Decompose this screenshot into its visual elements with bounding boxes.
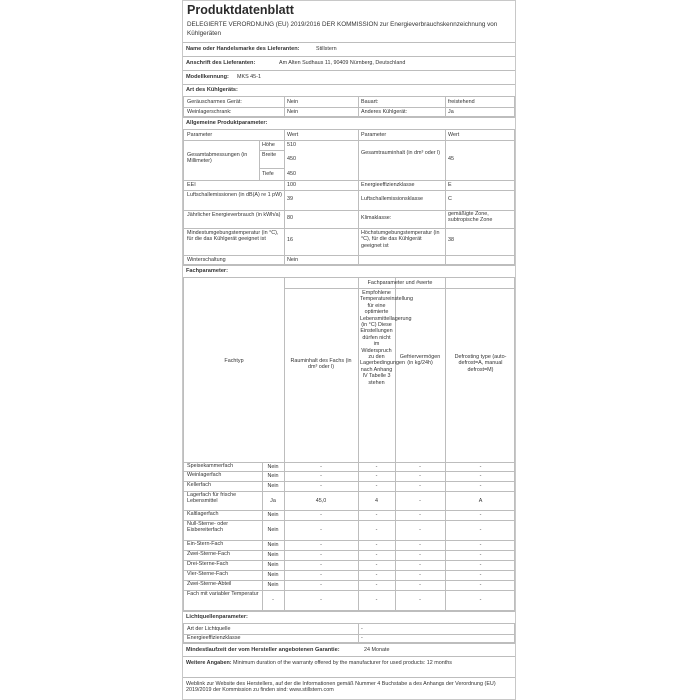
warranty-label: Mindestlaufzeit der vom Hersteller angebotenen Garantie: (186, 647, 340, 653)
compartment-volume: - (320, 582, 322, 588)
compartment-present: Nein (267, 572, 279, 578)
eei-value: 100 (287, 182, 296, 188)
value-col-header: Wert (287, 132, 299, 138)
compartment-name: Speisekammerfach (187, 463, 234, 469)
compartment-present: Nein (267, 527, 279, 533)
compartment-volume: - (320, 473, 322, 479)
compartment-defrost: - (479, 582, 482, 588)
compartment-name: Null-Sterne- oder Eisbereiterfach (187, 521, 229, 534)
compartment-volume: - (320, 542, 322, 548)
volume-value: 45 (448, 156, 454, 162)
compartment-defrost: - (479, 473, 482, 479)
height-value: 510 (287, 142, 296, 148)
supplier-label: Name oder Handelsmarke des Lieferanten: (186, 46, 300, 52)
light-heading: Lichtquellenparameter: (186, 614, 248, 620)
annual-label: Jährlicher Energieverbrauch (in kWh/a) (187, 212, 281, 218)
warranty-value: 24 Monate (364, 647, 390, 653)
compartment-defrost: - (479, 572, 482, 578)
model-row (183, 70, 515, 84)
quiet-label: Geräuscharmes Gerät: (187, 99, 242, 105)
compartment-temp: - (375, 562, 378, 568)
quiet-value: Nein (287, 99, 299, 105)
compartment-group-header: Fachparameter und #werte (367, 280, 433, 286)
energy-class-value: E (448, 182, 452, 188)
light-class-value: - (361, 635, 363, 641)
supplier-value: Stillstern (316, 46, 337, 52)
climate-value: gemäßigte Zone, subtropische Zone (448, 211, 493, 224)
compartment-defrost: - (479, 597, 482, 603)
other-label: Anderes Kühlgerät: (361, 109, 408, 115)
compartment-volume: - (320, 562, 322, 568)
compartment-defrost-header: Defrosting type (auto-defrost=A, manual defrost=M) (454, 354, 507, 373)
climate-label: Klimaklasse: (361, 215, 392, 221)
compartments-table (183, 277, 515, 611)
compartment-freeze: - (419, 572, 421, 578)
compartment-defrost: - (479, 552, 482, 558)
further-text (186, 660, 506, 666)
compartment-volume: - (320, 572, 322, 578)
compartment-temp: 4 (375, 497, 378, 504)
depth-value: 450 (287, 171, 296, 177)
light-heading-row (183, 611, 515, 623)
min-temp-value: 16 (287, 237, 293, 243)
compartment-defrost: - (479, 542, 482, 548)
compartment-name: Vier-Sterne-Fach (187, 571, 228, 577)
compartment-temp: - (375, 552, 378, 558)
compartment-freeze: - (419, 552, 421, 558)
product-data-sheet (182, 0, 516, 700)
address-row (183, 56, 515, 70)
compartment-freeze: - (419, 597, 421, 603)
compartment-volume: - (320, 464, 322, 470)
wine-label: Weinlagerschrank: (187, 109, 232, 115)
compartment-defrost: - (479, 464, 482, 470)
compartment-present: Nein (267, 464, 279, 470)
appliance-type-heading: Art des Kühlgeräts: (186, 87, 238, 93)
compartment-name: Zwei-Sterne-Fach (187, 551, 230, 557)
min-temp-label: Mindestumgebungstemperatur (in °C), für die das Kühlgerät geeignet ist (187, 230, 279, 243)
compartment-volume: - (320, 512, 322, 518)
compartment-name: Kaltlagerfach (187, 511, 219, 517)
dimensions-label: Gesamtabmessungen (in Millimeter) (187, 152, 248, 165)
compartment-temp: - (375, 527, 378, 533)
supplier-row (183, 42, 515, 56)
annual-value: 80 (287, 215, 293, 221)
compartment-freeze: - (419, 497, 421, 504)
weblink-text: Weblink zur Website des Herstellers, auf der die Informationen gemäß Nummer 4 Buchstabe a des Anhangs der Verordnung (EU) 2019/2019 der Kommission zu finden sind: www.stillstern.com (186, 681, 496, 694)
compartments-heading-row (183, 265, 515, 277)
further-value: Minimum duration of the warranty offered by the manufacturer for used products: 12 months (233, 660, 452, 666)
compartment-name: Lagerfach für frische Lebensmittel (187, 492, 237, 505)
compartment-present: Ja (270, 497, 276, 504)
compartment-present: Nein (267, 552, 279, 558)
compartment-volume: 45,0 (315, 497, 327, 504)
compartment-freeze: - (419, 473, 421, 479)
compartment-volume-header: Rauminhalt des Fachs (in dm³ oder l) (290, 358, 352, 371)
compartment-volume: - (320, 597, 322, 603)
weblink-row (183, 677, 515, 700)
height-label: Höhe (262, 142, 275, 148)
width-value: 450 (287, 156, 296, 162)
compartment-type-header: Fachtyp (224, 358, 244, 364)
address-label: Anschrift des Lieferanten: (186, 60, 256, 66)
further-label: Weitere Angaben: (186, 660, 232, 666)
compartment-freeze: - (419, 527, 421, 533)
compartment-defrost: - (479, 483, 482, 489)
compartment-name: Zwei-Sterne-Abteil (187, 581, 232, 587)
general-heading-row (183, 117, 515, 129)
compartment-temp: - (375, 582, 378, 588)
compartment-temp: - (375, 597, 378, 603)
compartment-volume: - (320, 552, 322, 558)
compartment-present: Nein (267, 473, 279, 479)
param-col-header-2: Parameter (361, 132, 387, 138)
compartment-defrost: - (479, 562, 482, 568)
compartment-name: Weinlagerfach (187, 472, 222, 478)
design-value: freistehend (448, 99, 475, 105)
compartments-heading: Fachparameter: (186, 268, 228, 274)
compartment-defrost: A (478, 497, 483, 504)
compartment-defrost: - (479, 527, 482, 533)
max-temp-value: 38 (448, 237, 454, 243)
winter-label: Winterschaltung (187, 257, 226, 263)
compartment-name: Ein-Stern-Fach (187, 541, 224, 547)
compartment-name: Drei-Sterne-Fach (187, 561, 229, 567)
compartment-present: Nein (267, 483, 279, 489)
general-params-table (183, 129, 515, 265)
compartment-name: Kellerfach (187, 482, 211, 488)
regulation-intro: DELEGIERTE VERORDNUNG (EU) 2019/2016 DER KOMMISSION zur Energieverbrauchskennzeichnung von Kühlgeräten (187, 21, 498, 37)
compartment-freeze: - (419, 542, 421, 548)
max-temp-label: Höchstumgebungstemperatur (in °C), für die das Kühlgerät geeignet ist (361, 230, 440, 249)
further-row (183, 656, 515, 677)
compartment-freeze-header: Gefriervermögen (in kg/24h) (399, 354, 441, 367)
design-label: Bauart: (361, 99, 379, 105)
light-class-label: Energieeffizienzklasse (187, 635, 241, 641)
energy-class-label: Energieeffizienzklasse (361, 182, 415, 188)
depth-label: Tiefe (262, 171, 274, 177)
wine-value: Nein (287, 109, 299, 115)
eei-label: EEI (187, 182, 196, 188)
compartment-name: Fach mit variabler Temperatur (187, 591, 259, 597)
compartment-temp: - (375, 572, 378, 578)
compartment-freeze: - (419, 582, 421, 588)
general-heading: Allgemeine Produktparameter: (186, 120, 268, 126)
compartment-volume: - (320, 527, 322, 533)
compartment-present: - (272, 597, 274, 603)
compartment-temp: - (375, 512, 378, 518)
compartment-defrost: - (479, 512, 482, 518)
width-label: Breite (262, 152, 277, 158)
volume-label: Gesamtrauminhalt (in dm³ oder l) (361, 150, 441, 156)
address-value: Am Alten Sudhaus 11, 90409 Nürnberg, Deutschland (279, 60, 406, 66)
noise-label: Luftschallemissionen (in dB(A) re 1 pW) (187, 192, 282, 198)
winter-value: Nein (287, 257, 299, 263)
compartment-temp: - (375, 483, 378, 489)
compartment-temp: - (375, 464, 378, 470)
model-label: Modellkennung: (186, 74, 229, 80)
compartment-temp: - (375, 473, 378, 479)
compartment-freeze: - (419, 562, 421, 568)
compartment-present: Nein (267, 542, 279, 548)
compartment-freeze: - (419, 483, 421, 489)
model-value: MKS 45-1 (237, 74, 261, 80)
page-title: Produktdatenblatt (187, 3, 294, 17)
compartment-freeze: - (419, 512, 421, 518)
noise-class-value: C (448, 196, 452, 202)
compartment-temp-header: Empfohlene Temperatureinstellung für eine optimierte Lebensmittellagerung (in °C) Diese Einstellungen dürfen nicht im Widerspruch zu den Lagerbedingungen nach Anhang IV Tabelle 3 stehen (360, 290, 414, 386)
light-type-value: - (361, 626, 363, 632)
compartment-present: Nein (267, 582, 279, 588)
compartment-volume: - (320, 483, 322, 489)
compartment-present: Nein (267, 512, 279, 518)
other-value: Ja (448, 109, 454, 115)
param-col-header: Parameter (187, 132, 213, 138)
compartment-freeze: - (419, 464, 421, 470)
value-col-header-2: Wert (448, 132, 460, 138)
compartment-temp: - (375, 542, 378, 548)
appliance-type-heading-row (183, 84, 515, 96)
warranty-row (183, 643, 515, 656)
light-type-label: Art der Lichtquelle (187, 626, 231, 632)
noise-class-label: Luftschallemissionsklasse (361, 196, 424, 202)
appliance-type-table (183, 96, 515, 117)
light-table (183, 623, 515, 643)
noise-value: 39 (287, 196, 293, 202)
compartment-present: Nein (267, 562, 279, 568)
